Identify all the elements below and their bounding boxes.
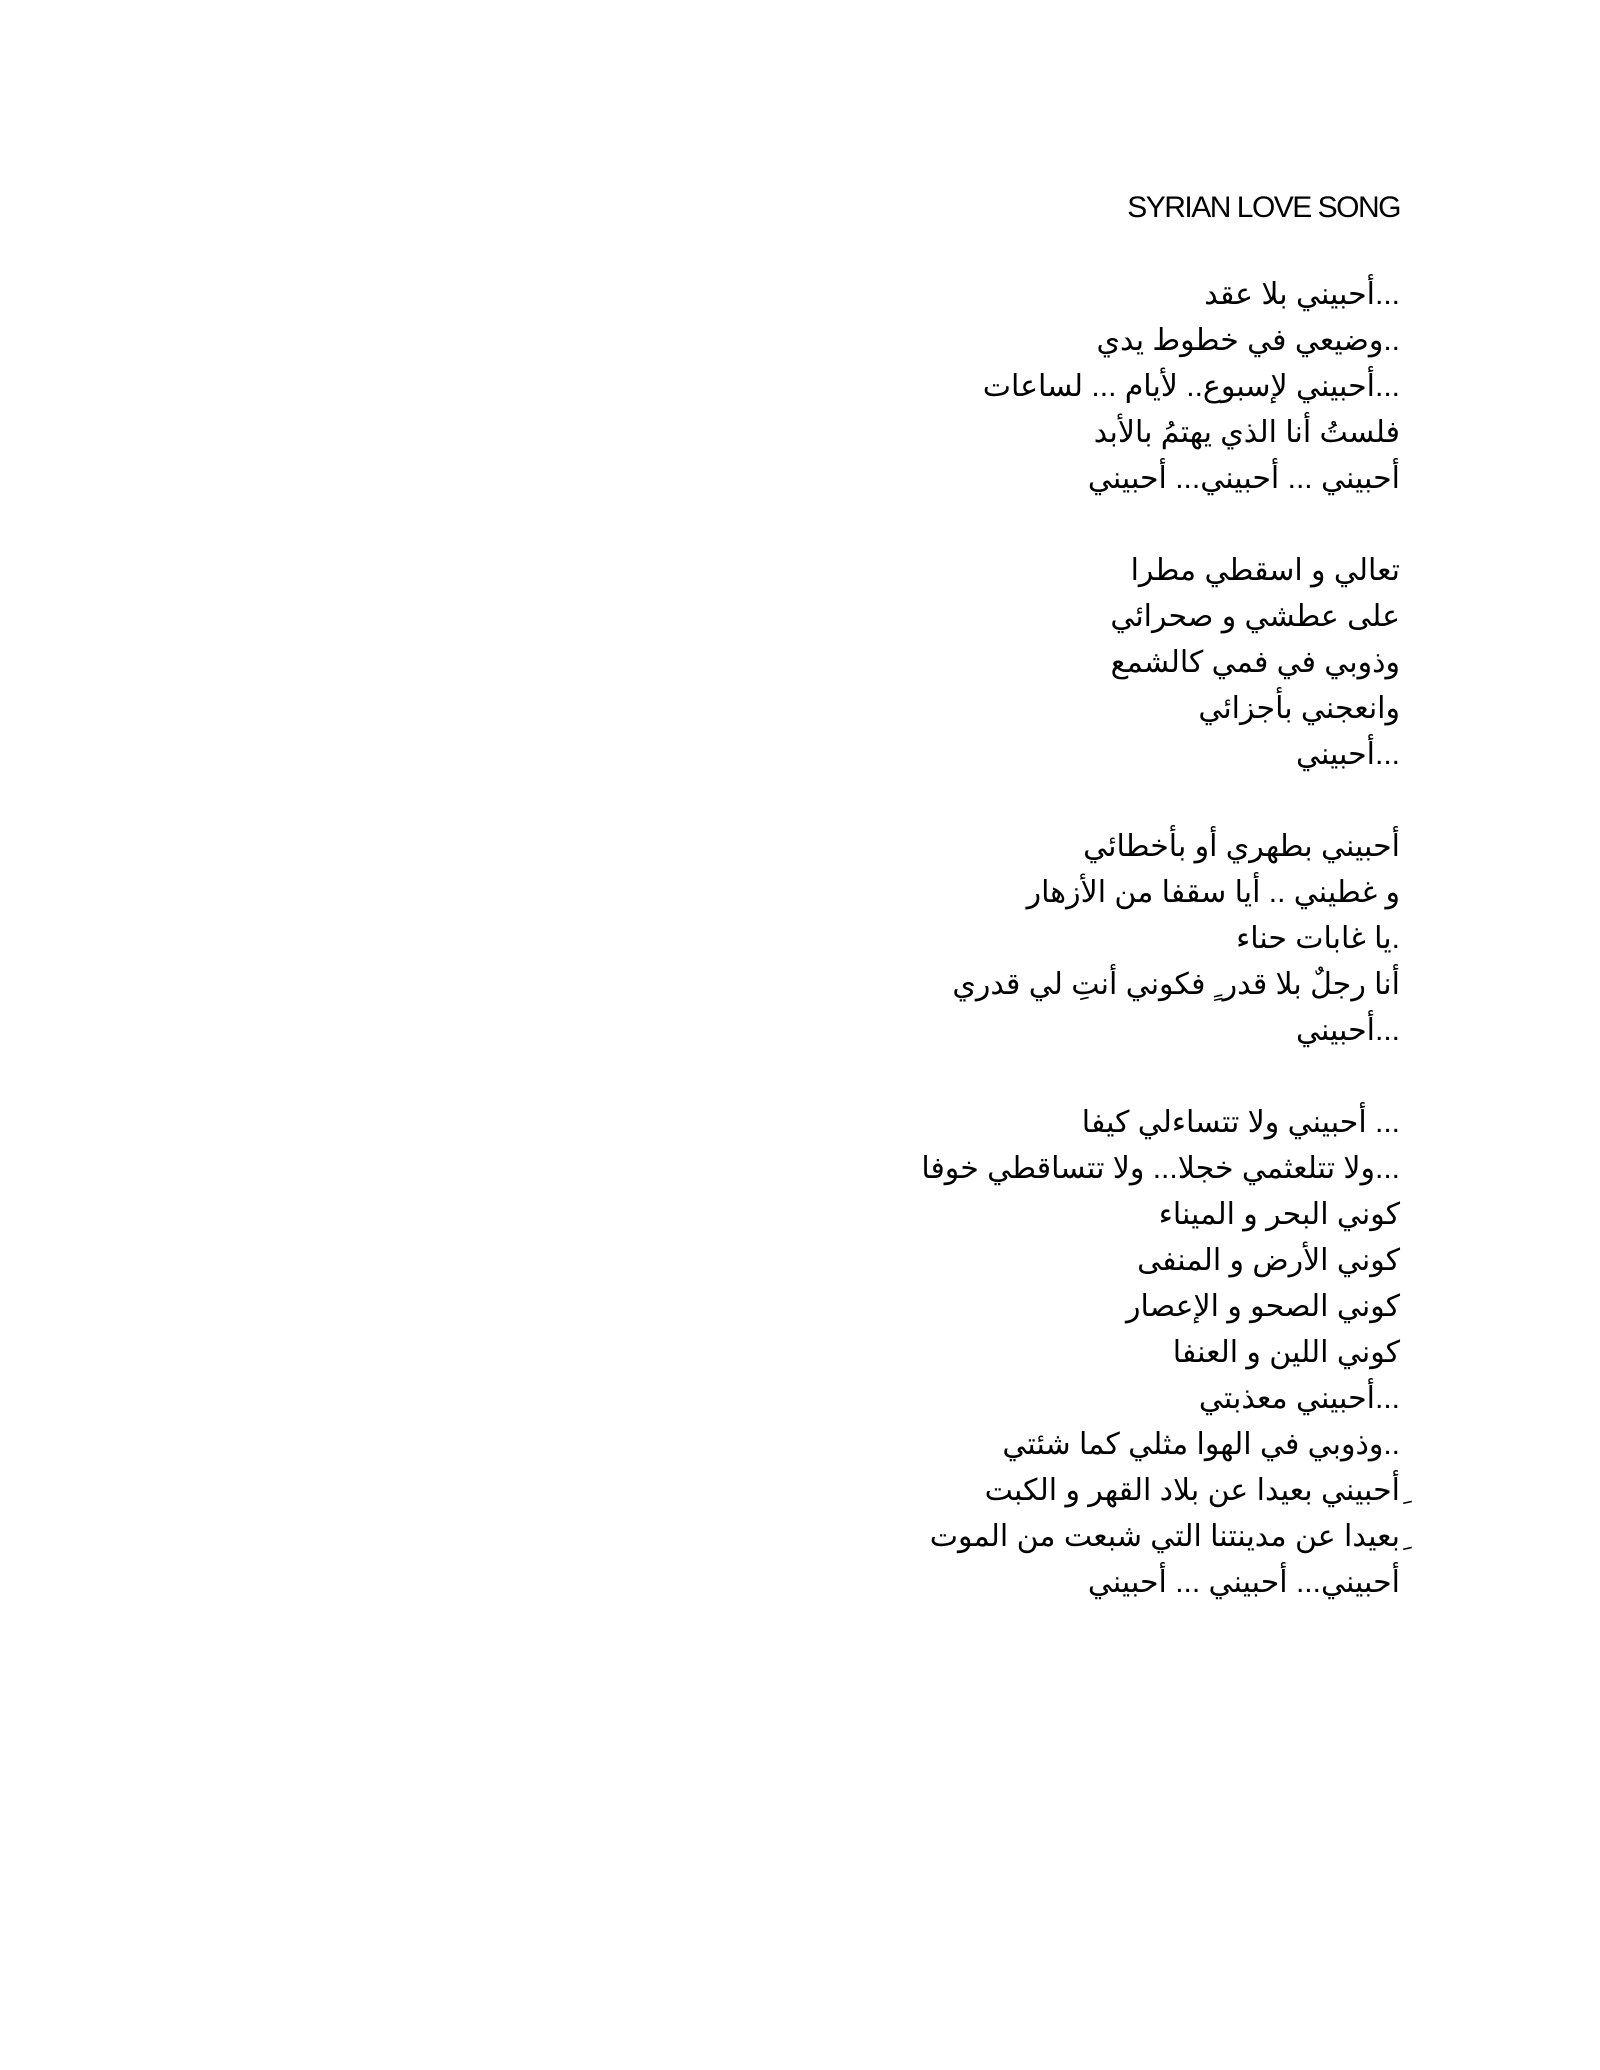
poem-line: كوني الصحو و الإعصار (1126, 1290, 1400, 1323)
poem-line: أنا رجلٌ بلا قدر ٍ فكوني أنتِ لي قدري (952, 968, 1400, 1001)
stanza-4 (400, 1100, 1400, 1606)
poem-line: ِبعيدا عن مدينتنا التي شبعت من الموت (929, 1520, 1400, 1553)
poem-line: تعالي و اسقطي مطرا (1130, 554, 1400, 587)
poem-line: كوني البحر و الميناء (1158, 1198, 1400, 1231)
song-title: SYRIAN LOVE SONG (1127, 191, 1400, 224)
poem-line: و غطيني .. أيا سقفا من الأزهار (1026, 876, 1400, 909)
poem-line: كوني الأرض و المنفى (1137, 1244, 1400, 1277)
poem-line: .يا غابات حناء (1236, 922, 1400, 955)
poem-line: أحبيني ... أحبيني... أحبيني (1087, 462, 1400, 495)
stanza-3 (400, 824, 1400, 1054)
poem-line: ...أحبيني لإسبوع.. لأيام ... لساعات (982, 370, 1400, 403)
poem-line: ...أحبيني (1295, 738, 1400, 771)
poem-line: وذوبي في فمي كالشمع (1110, 646, 1400, 679)
poem-line: أحبيني... أحبيني ... أحبيني (1087, 1566, 1400, 1599)
poem-line: ...ولا تتلعثمي خجلا... ولا تتساقطي خوفا (921, 1152, 1400, 1185)
stanza-1 (400, 272, 1400, 502)
poem-line: ... أحبيني ولا تتساءلي كيفا (1081, 1106, 1400, 1139)
poem-body (400, 272, 1400, 1652)
poem-line: وانعجني بأجزائي (1198, 692, 1400, 725)
poem-line: ...أحبيني معذبتي (1198, 1382, 1400, 1415)
poem-line: ...أحبيني بلا عقد (1204, 278, 1400, 311)
poem-line: ..وضيعي في خطوط يدي (1096, 324, 1400, 357)
poem-line: فلستُ أنا الذي يهتمُ بالأبد (1093, 416, 1400, 449)
poem-line: أحبيني بطهري أو بأخطائي (1083, 830, 1400, 863)
poem-line: كوني اللين و العنفا (1172, 1336, 1400, 1369)
poem-line: ...أحبيني (1295, 1014, 1400, 1047)
stanza-2 (400, 548, 1400, 778)
poem-line: على عطشي و صحرائي (1110, 600, 1400, 633)
poem-line: ِأحبيني بعيدا عن بلاد القهر و الكبت (984, 1474, 1400, 1507)
poem-line: ..وذوبي في الهوا مثلي كما شئتي (1002, 1428, 1400, 1461)
